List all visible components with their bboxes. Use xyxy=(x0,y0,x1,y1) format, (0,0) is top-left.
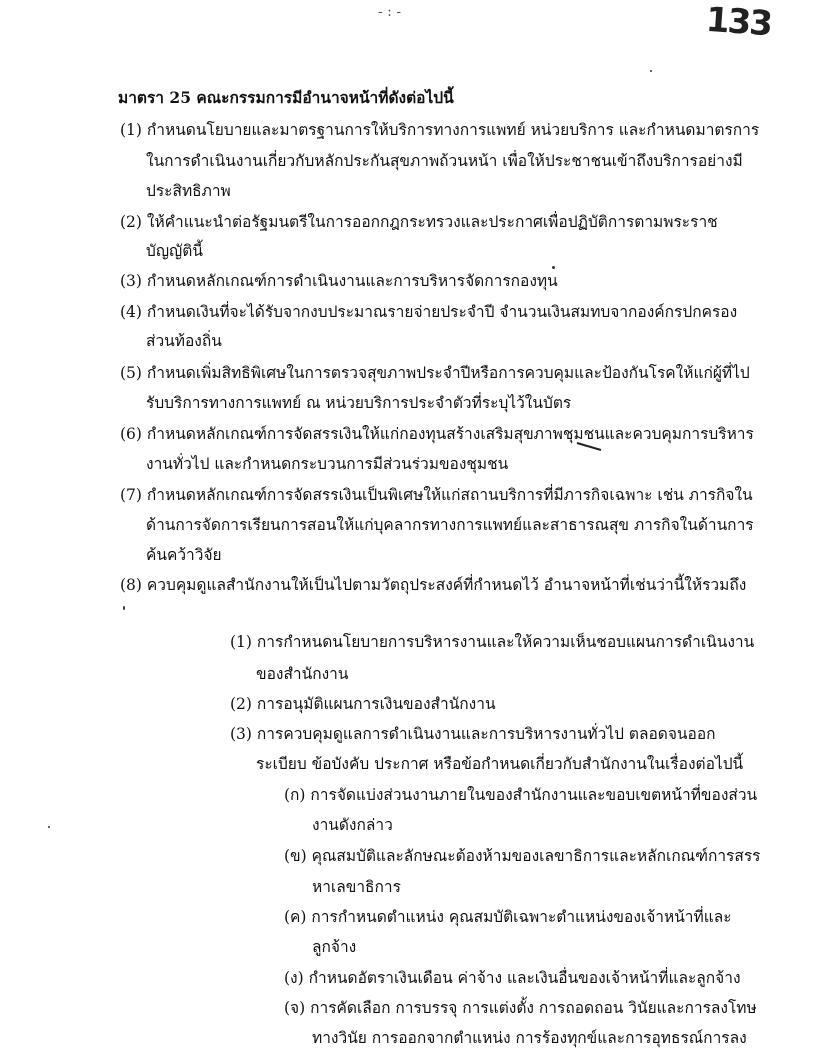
item-number: (5) xyxy=(120,364,142,382)
sub-item-3 xyxy=(230,724,716,744)
item-continuation: งานทั่วไป และกำหนดกระบวนการมีส่วนร่วมของชุมชน xyxy=(146,455,509,473)
item-continuation: ประสิทธิภาพ xyxy=(146,182,231,200)
item-2 xyxy=(120,212,718,232)
item-text: กำหนดหลักเกณฑ์การจัดสรรเงินเป็นพิเศษให้แก่สถานบริการที่มีภารกิจเฉพาะ เช่น ภารกิจใน xyxy=(146,486,753,504)
pen-mark xyxy=(575,440,605,454)
sub-sub-item-number: (จ) xyxy=(284,999,306,1017)
item-continuation: บัญญัตินี้ xyxy=(146,242,203,260)
sub-sub-item-kho-khwai xyxy=(284,907,732,927)
sub-item-continuation: ระเบียบ ข้อบังคับ ประกาศ หรือข้อกำหนดเกี่ยวกับสำนักงานในเรื่องต่อไปนี้ xyxy=(256,755,744,773)
page-number-stamp: 133 xyxy=(704,0,773,45)
section-title: มาตรา 25 คณะกรรมการมีอำนาจหน้าที่ดังต่อไปนี้ xyxy=(118,88,454,107)
item-7 xyxy=(120,485,753,505)
sub-sub-item-text: คุณสมบัติและลักษณะต้องห้ามของเลขาธิการและหลักเกณฑ์การสรร xyxy=(311,847,761,865)
sub-item-text: การกำหนดนโยบายการบริหารงานและให้ความเห็นชอบแผนการดำเนินงาน xyxy=(256,633,755,651)
scan-speck xyxy=(552,266,555,269)
item-text: ควบคุมดูแลสำนักงานให้เป็นไปตามวัตถุประสงค์ที่กำหนดไว้ อำนาจหน้าที่เช่นว่านี้ให้รวมถึง xyxy=(146,576,747,594)
sub-item-continuation: ของสำนักงาน xyxy=(256,665,349,683)
sub-item-2 xyxy=(230,694,496,714)
sub-sub-item-ngo xyxy=(284,968,741,988)
sub-sub-item-continuation: ทางวินัย การออกจากตำแหน่ง การร้องทุกข์และการอุทธรณ์การลง xyxy=(312,1029,747,1047)
sub-item-1 xyxy=(230,632,754,652)
sub-item-text: การควบคุมดูแลการดำเนินงานและการบริหารงานทั่วไป ตลอดจนออก xyxy=(256,725,716,743)
scan-speck xyxy=(48,826,50,828)
item-6 xyxy=(120,424,754,444)
item-number: (2) xyxy=(120,213,142,231)
sub-sub-item-continuation: งานดังกล่าว xyxy=(312,816,393,834)
item-text: กำหนดหลักเกณฑ์การจัดสรรเงินให้แก่กองทุนสร้างเสริมสุขภาพชุมชนและควบคุมการบริหาร xyxy=(146,425,754,443)
sub-item-number: (2) xyxy=(230,695,252,713)
sub-sub-item-continuation: ลูกจ้าง xyxy=(312,938,357,956)
sub-sub-item-cho xyxy=(284,998,757,1018)
sub-sub-item-kho xyxy=(284,846,760,866)
scan-speck xyxy=(650,70,652,72)
scan-speck xyxy=(123,606,125,610)
sub-sub-item-text: การกำหนดตำแหน่ง คุณสมบัติเฉพาะตำแหน่งของเจ้าหน้าที่และ xyxy=(311,908,732,926)
sub-sub-item-number: (ก) xyxy=(284,786,306,804)
sub-item-number: (3) xyxy=(230,725,252,743)
item-text: กำหนดเพิ่มสิทธิพิเศษในการตรวจสุขภาพประจำปีหรือการควบคุมและป้องกันโรคให้แก่ผู้ที่ไป xyxy=(146,364,750,382)
sub-sub-item-continuation: หาเลขาธิการ xyxy=(312,878,401,896)
sub-sub-item-text: กำหนดอัตราเงินเดือน ค่าจ้าง และเงินอื่นของเจ้าหน้าที่และลูกจ้าง xyxy=(308,969,741,987)
sub-item-number: (1) xyxy=(230,633,252,651)
item-continuation: รับบริการทางการแพทย์ ณ หน่วยบริการประจำตัวที่ระบุไว้ในบัตร xyxy=(146,394,572,412)
sub-sub-item-text: การจัดแบ่งส่วนงานภายในของสำนักงานและขอบเขตหน้าที่ของส่วน xyxy=(310,786,758,804)
item-text: กำหนดหลักเกณฑ์การดำเนินงานและการบริหารจัดการกองทุน xyxy=(146,272,558,290)
item-continuation: ในการดำเนินงานเกี่ยวกับหลักประกันสุขภาพถ้วนหน้า เพื่อให้ประชาชนเข้าถึงบริการอย่างมี xyxy=(146,152,743,170)
item-number: (8) xyxy=(120,576,142,594)
item-1 xyxy=(120,120,759,140)
pen-mark-stroke xyxy=(577,443,601,450)
item-number: (6) xyxy=(120,425,142,443)
item-4 xyxy=(120,302,737,322)
sub-item-text: การอนุมัติแผนการเงินของสำนักงาน xyxy=(256,695,496,713)
item-text: กำหนดนโยบายและมาตรฐานการให้บริการทางการแพทย์ หน่วยบริการ และกำหนดมาตรการ xyxy=(146,121,760,139)
sub-sub-item-ka xyxy=(284,785,757,805)
item-text: ให้คำแนะนำต่อรัฐมนตรีในการออกกฎกระทรวงและประกาศเพื่อปฏิบัติการตามพระราช xyxy=(146,213,718,231)
item-continuation: ค้นคว้าวิจัย xyxy=(146,546,222,564)
item-5 xyxy=(120,363,750,383)
item-number: (1) xyxy=(120,121,142,139)
item-continuation: ส่วนท้องถิ่น xyxy=(146,332,222,350)
item-text: กำหนดเงินที่จะได้รับจากงบประมาณรายจ่ายประจำปี จำนวนเงินสมทบจากองค์กรปกครอง xyxy=(146,303,738,321)
item-number: (3) xyxy=(120,272,142,290)
sub-sub-item-number: (ง) xyxy=(284,969,304,987)
item-number: (7) xyxy=(120,486,142,504)
sub-sub-item-number: (ข) xyxy=(284,847,307,865)
item-continuation: ด้านการจัดการเรียนการสอนให้แก่บุคลากรทางการแพทย์และสาธารณสุข ภารกิจในด้านการ xyxy=(146,516,754,534)
item-number: (4) xyxy=(120,303,142,321)
top-mark: - : - xyxy=(378,4,402,20)
sub-sub-item-number: (ค) xyxy=(284,908,307,926)
sub-sub-item-text: การคัดเลือก การบรรจุ การแต่งตั้ง การถอดถอน วินัยและการลงโทษ xyxy=(310,999,757,1017)
item-8 xyxy=(120,575,746,595)
item-3 xyxy=(120,271,558,291)
